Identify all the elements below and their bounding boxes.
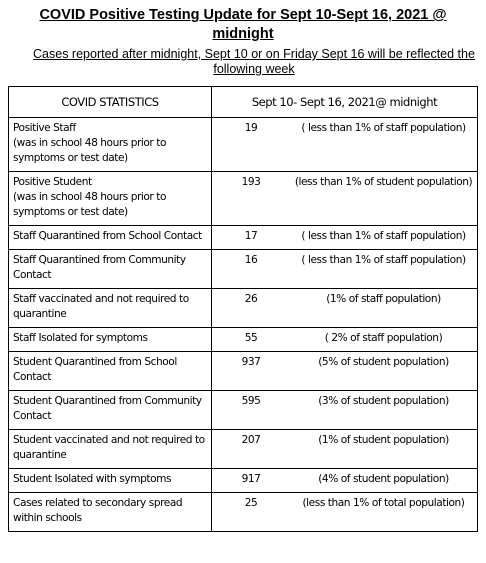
row-label-cell: [9, 172, 212, 226]
row-label: Staff vaccinated and not required to quarantine: [9, 289, 212, 328]
table-row: [9, 289, 478, 328]
row-percent: ( less than 1% of staff population): [290, 118, 478, 172]
table-row: [9, 328, 478, 352]
page-subtitle: Cases reported after midnight, Sept 10 or on Friday Sept 16 will be reflected the following week: [33, 47, 475, 76]
row-label: Staff Quarantined from Community Contact: [9, 250, 212, 289]
row-label: Staff Quarantined from School Contact: [9, 226, 212, 250]
row-value: 917: [212, 469, 291, 493]
table-row: [9, 391, 478, 430]
table-row: [9, 172, 478, 226]
row-value: 55: [212, 328, 291, 352]
row-percent: ( 2% of staff population): [290, 328, 478, 352]
row-label-cell: [9, 118, 212, 172]
row-percent: (less than 1% of total population): [290, 493, 478, 532]
row-value: 207: [212, 430, 291, 469]
row-value: 937: [212, 352, 291, 391]
page-title: COVID Positive Testing Update for Sept 10-Sept 16, 2021 @ midnight: [39, 7, 447, 42]
row-label: Cases related to secondary spread within schools: [9, 493, 212, 532]
table-row: [9, 430, 478, 469]
row-value: 25: [212, 493, 291, 532]
row-percent: (5% of student population): [290, 352, 478, 391]
row-label: Positive Staff: [13, 122, 76, 134]
table-row: [9, 493, 478, 532]
row-percent: ( less than 1% of staff population): [290, 250, 478, 289]
row-note: (was in school 48 hours prior to symptoms or test date): [13, 191, 166, 218]
table-header-row: [9, 87, 478, 118]
document-header: [0, 0, 486, 77]
row-label: Staff Isolated for symptoms: [9, 328, 212, 352]
row-percent: ( less than 1% of staff population): [290, 226, 478, 250]
row-percent: (4% of student population): [290, 469, 478, 493]
row-value: 16: [212, 250, 291, 289]
table-row: [9, 352, 478, 391]
row-percent: (3% of student population): [290, 391, 478, 430]
row-label: Positive Student: [13, 176, 92, 188]
row-percent: (less than 1% of student population): [290, 172, 478, 226]
row-value: 26: [212, 289, 291, 328]
row-label: Student Quarantined from School Contact: [9, 352, 212, 391]
row-percent: (1% of student population): [290, 430, 478, 469]
table-row: [9, 469, 478, 493]
table-row: [9, 250, 478, 289]
column-header-statistics: COVID STATISTICS: [9, 87, 212, 118]
row-label: Student vaccinated and not required to quarantine: [9, 430, 212, 469]
table-row: [9, 226, 478, 250]
row-value: 19: [212, 118, 291, 172]
row-value: 17: [212, 226, 291, 250]
row-label: Student Quarantined from Community Contact: [9, 391, 212, 430]
column-header-date-range: Sept 10- Sept 16, 2021@ midnight: [212, 87, 478, 118]
covid-statistics-table: [8, 86, 478, 532]
row-note: (was in school 48 hours prior to symptoms or test date): [13, 137, 166, 164]
table-row: [9, 118, 478, 172]
row-percent: (1% of staff population): [290, 289, 478, 328]
row-value: 595: [212, 391, 291, 430]
row-value: 193: [212, 172, 291, 226]
row-label: Student Isolated with symptoms: [9, 469, 212, 493]
